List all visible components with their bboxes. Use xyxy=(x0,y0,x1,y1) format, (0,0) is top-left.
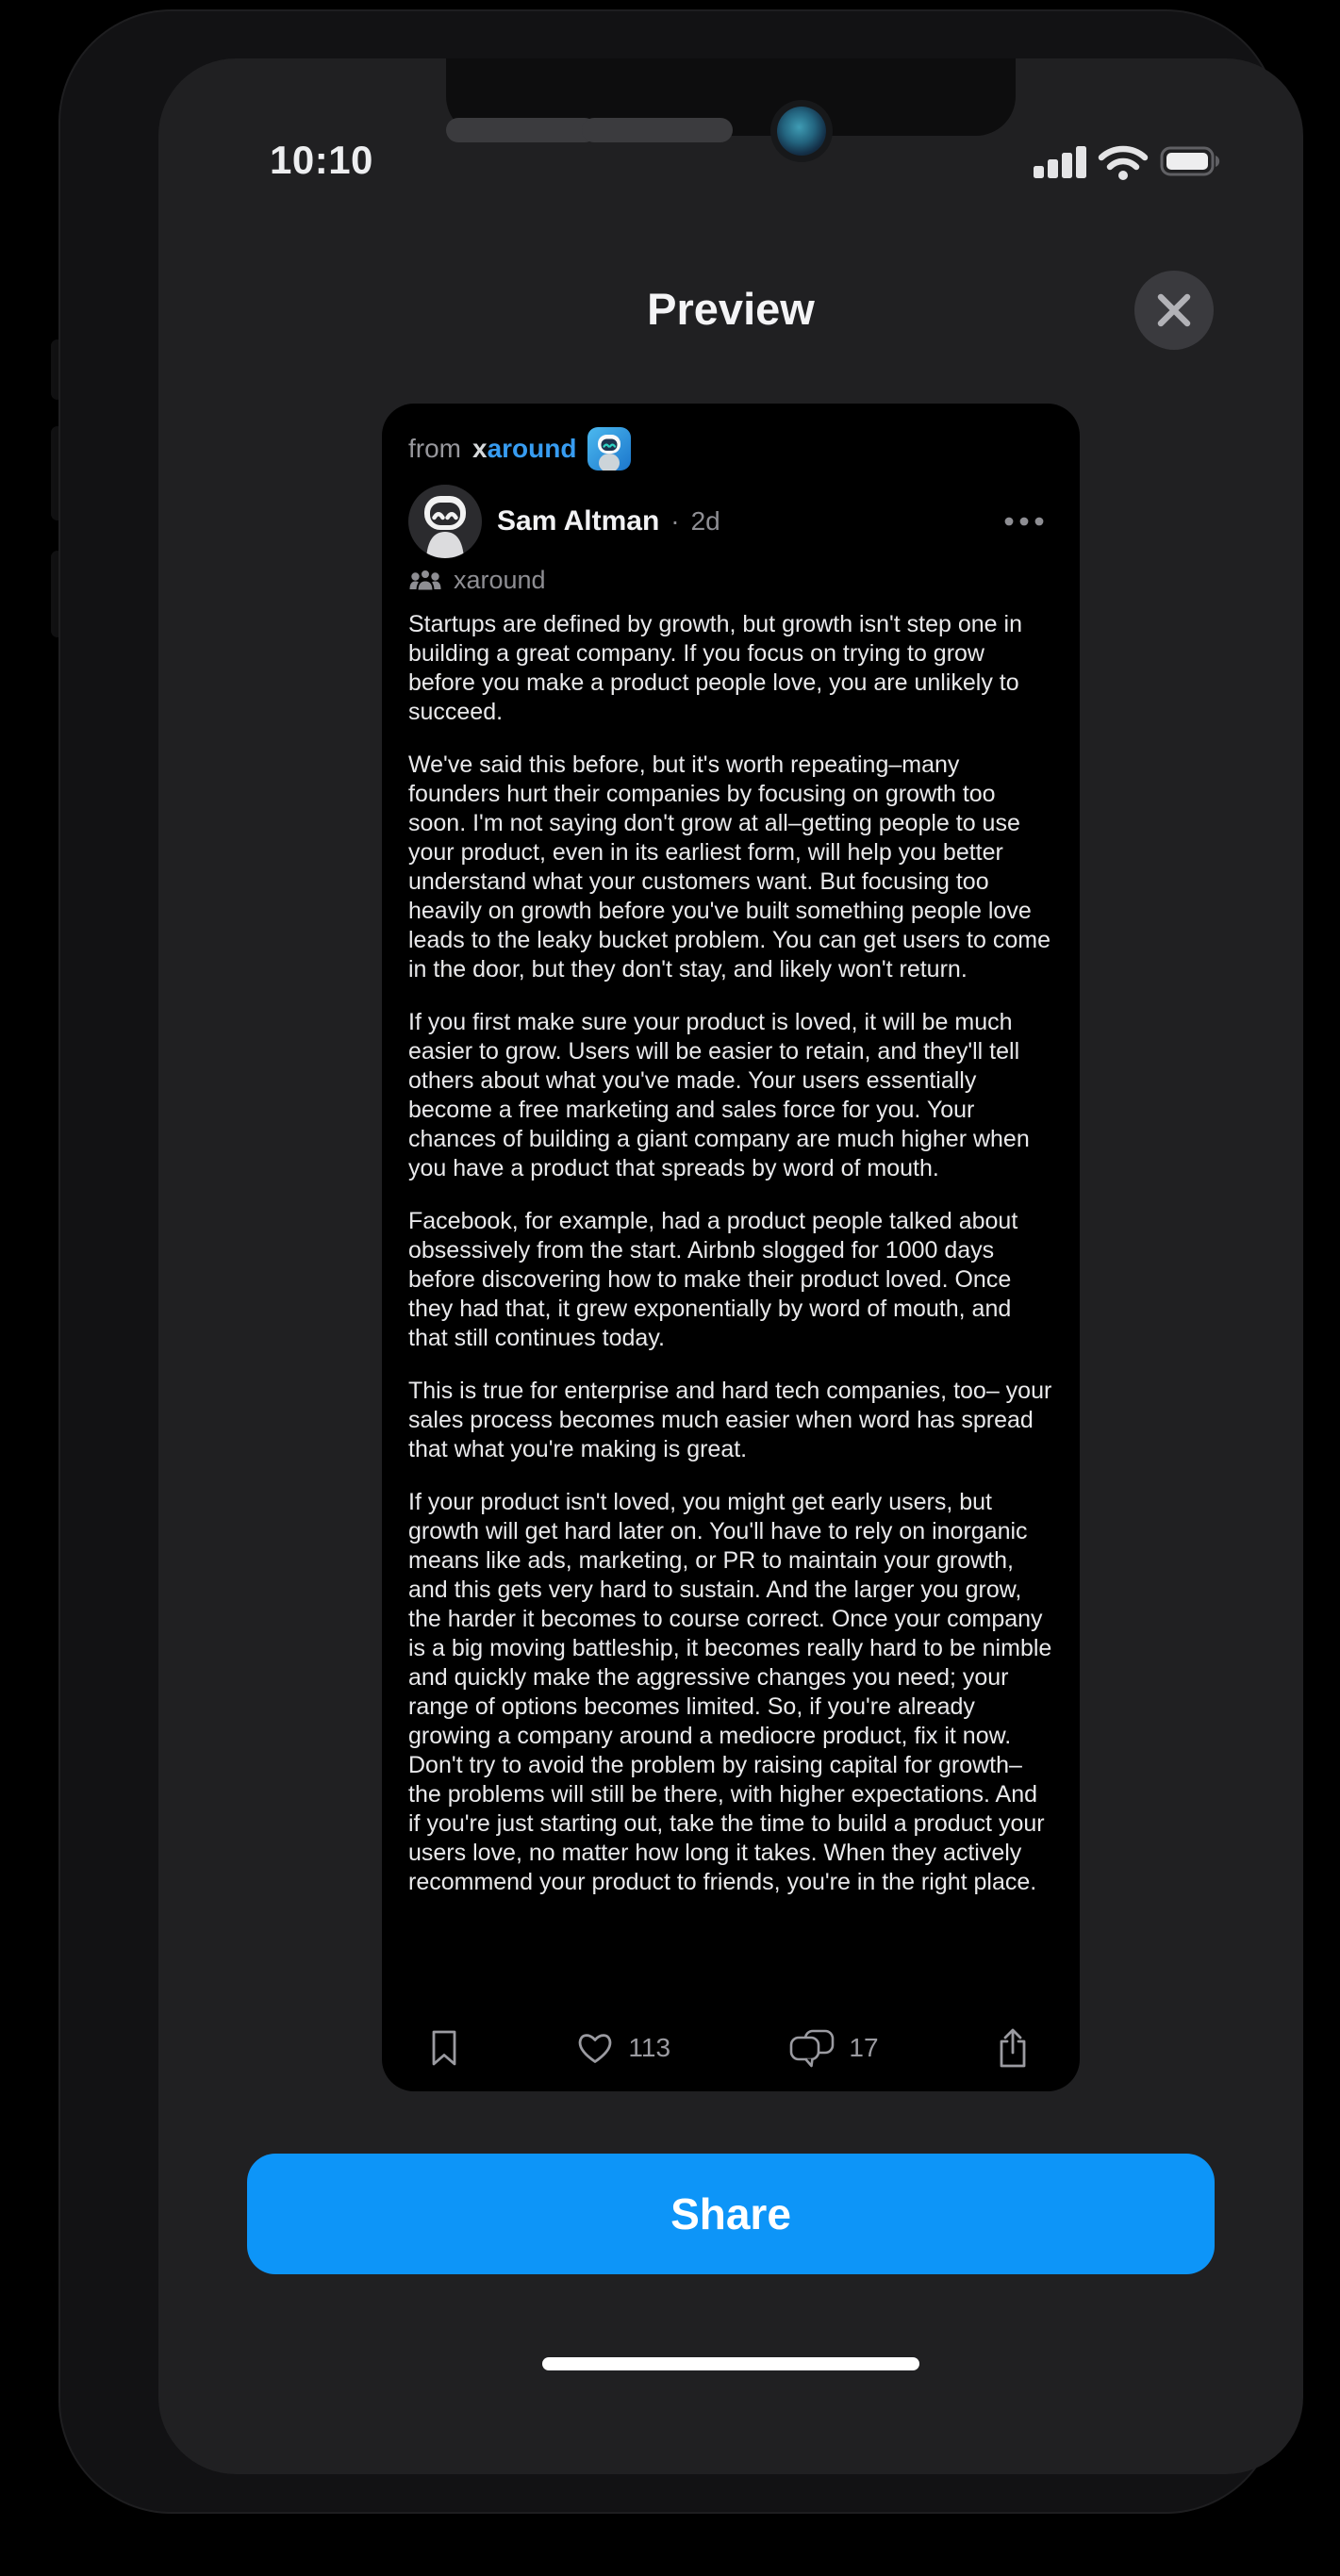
share-icon xyxy=(997,2027,1029,2069)
group-name: xaround xyxy=(454,566,546,594)
bookmark-icon xyxy=(431,2029,457,2067)
bookmark-button[interactable] xyxy=(431,2029,457,2067)
front-camera xyxy=(777,107,826,156)
speaker-grille xyxy=(582,118,733,142)
author-row xyxy=(408,485,1053,558)
post-paragraph: We've said this before, but it's worth repeating–many founders hurt their companies by focusing on growth too soon. I'm not saying don't grow at all–getting people to use your product, even in its earliest form, will help you better understand what your customers want. But focusing too heavily on growth before you've built something people love leads to the leaky bucket problem. You can get users to come in the door, but they don't stay, and likely won't return. xyxy=(408,751,1050,983)
heart-icon xyxy=(575,2030,615,2066)
close-button[interactable] xyxy=(1134,271,1214,350)
xaround-app-icon xyxy=(587,427,631,471)
home-indicator[interactable] xyxy=(542,2357,919,2370)
separator-dot: · xyxy=(670,506,680,536)
comment-icon xyxy=(788,2028,835,2068)
status-time: 10:10 xyxy=(270,138,373,182)
group-row xyxy=(408,566,1053,595)
like-count: 113 xyxy=(628,2033,671,2062)
brand-name xyxy=(472,434,576,464)
source-row xyxy=(408,426,1053,471)
post-action-bar xyxy=(408,2022,1053,2074)
share-button[interactable]: Share xyxy=(247,2154,1215,2274)
source-prefix-label: from xyxy=(408,434,461,463)
cellular-signal-icon xyxy=(1034,146,1086,178)
post-preview-card xyxy=(382,404,1080,2091)
speaker-grille xyxy=(446,118,597,142)
more-options-button[interactable] xyxy=(995,507,1053,536)
author-meta xyxy=(497,505,720,537)
group-people-icon xyxy=(408,568,442,593)
wifi-icon xyxy=(1101,149,1145,180)
brand-rest: around xyxy=(487,434,577,463)
battery-icon xyxy=(1162,148,1219,174)
comment-count: 17 xyxy=(849,2033,879,2062)
ellipsis-icon xyxy=(1004,517,1044,526)
like-button[interactable] xyxy=(575,2030,670,2066)
status-icons xyxy=(1034,141,1222,188)
post-paragraph: Facebook, for example, had a product people talked about obsessively from the start. Airbnb slogged for 1000 days before discovering how to make their product loved. Once they had that, it grew exponentially by word of mouth, and that still continues today. xyxy=(408,1208,1018,1351)
brand-x: x xyxy=(472,434,488,463)
post-paragraph: This is true for enterprise and hard tech companies, too– your sales process becomes much easier when word has spread that what you're making is great. xyxy=(408,1378,1052,1462)
page-title: Preview xyxy=(647,284,815,334)
post-timestamp: 2d xyxy=(690,506,720,536)
post-paragraph: If your product isn't loved, you might get early users, but growth will get hard later on. You'll have to rely on inorganic means like ads, marketing, or PR to maintain your growth, and this gets very hard to sustain. And the larger you grow, the harder it becomes to course correct. Once your company is a big moving battleship, it becomes really hard to be nimble and quickly make the aggressive changes you need; your range of options becomes limited. So, if you're already growing a company around a mediocre product, fix it now. Don't try to avoid the problem by raising capital for growth– the problems will still be there, with higher expectations. And if you're just starting out, take the time to build a product your users love, no matter how long it takes. When they actively recommend your product to friends, you're in the right place. xyxy=(408,1489,1052,1895)
phone-screen xyxy=(158,58,1303,2474)
comment-button[interactable] xyxy=(788,2028,878,2068)
phone-frame xyxy=(60,11,1277,2512)
post-paragraph: If you first make sure your product is loved, it will be much easier to grow. Users will be easier to retain, and they'll tell others about what you've made. Your users essentially become a free marketing and sales force for you. Your chances of building a giant company are much higher when you have a product that spreads by word of mouth. xyxy=(408,1009,1030,1181)
post-paragraph: Startups are defined by growth, but growth isn't step one in building a great company. If you focus on trying to grow before you make a product people love, you are unlikely to succeed. xyxy=(408,611,1022,725)
author-name: Sam Altman xyxy=(497,505,660,537)
avatar xyxy=(408,485,482,558)
share-post-button[interactable] xyxy=(997,2027,1029,2069)
close-icon xyxy=(1156,292,1192,328)
post-body-text xyxy=(408,610,1053,1897)
